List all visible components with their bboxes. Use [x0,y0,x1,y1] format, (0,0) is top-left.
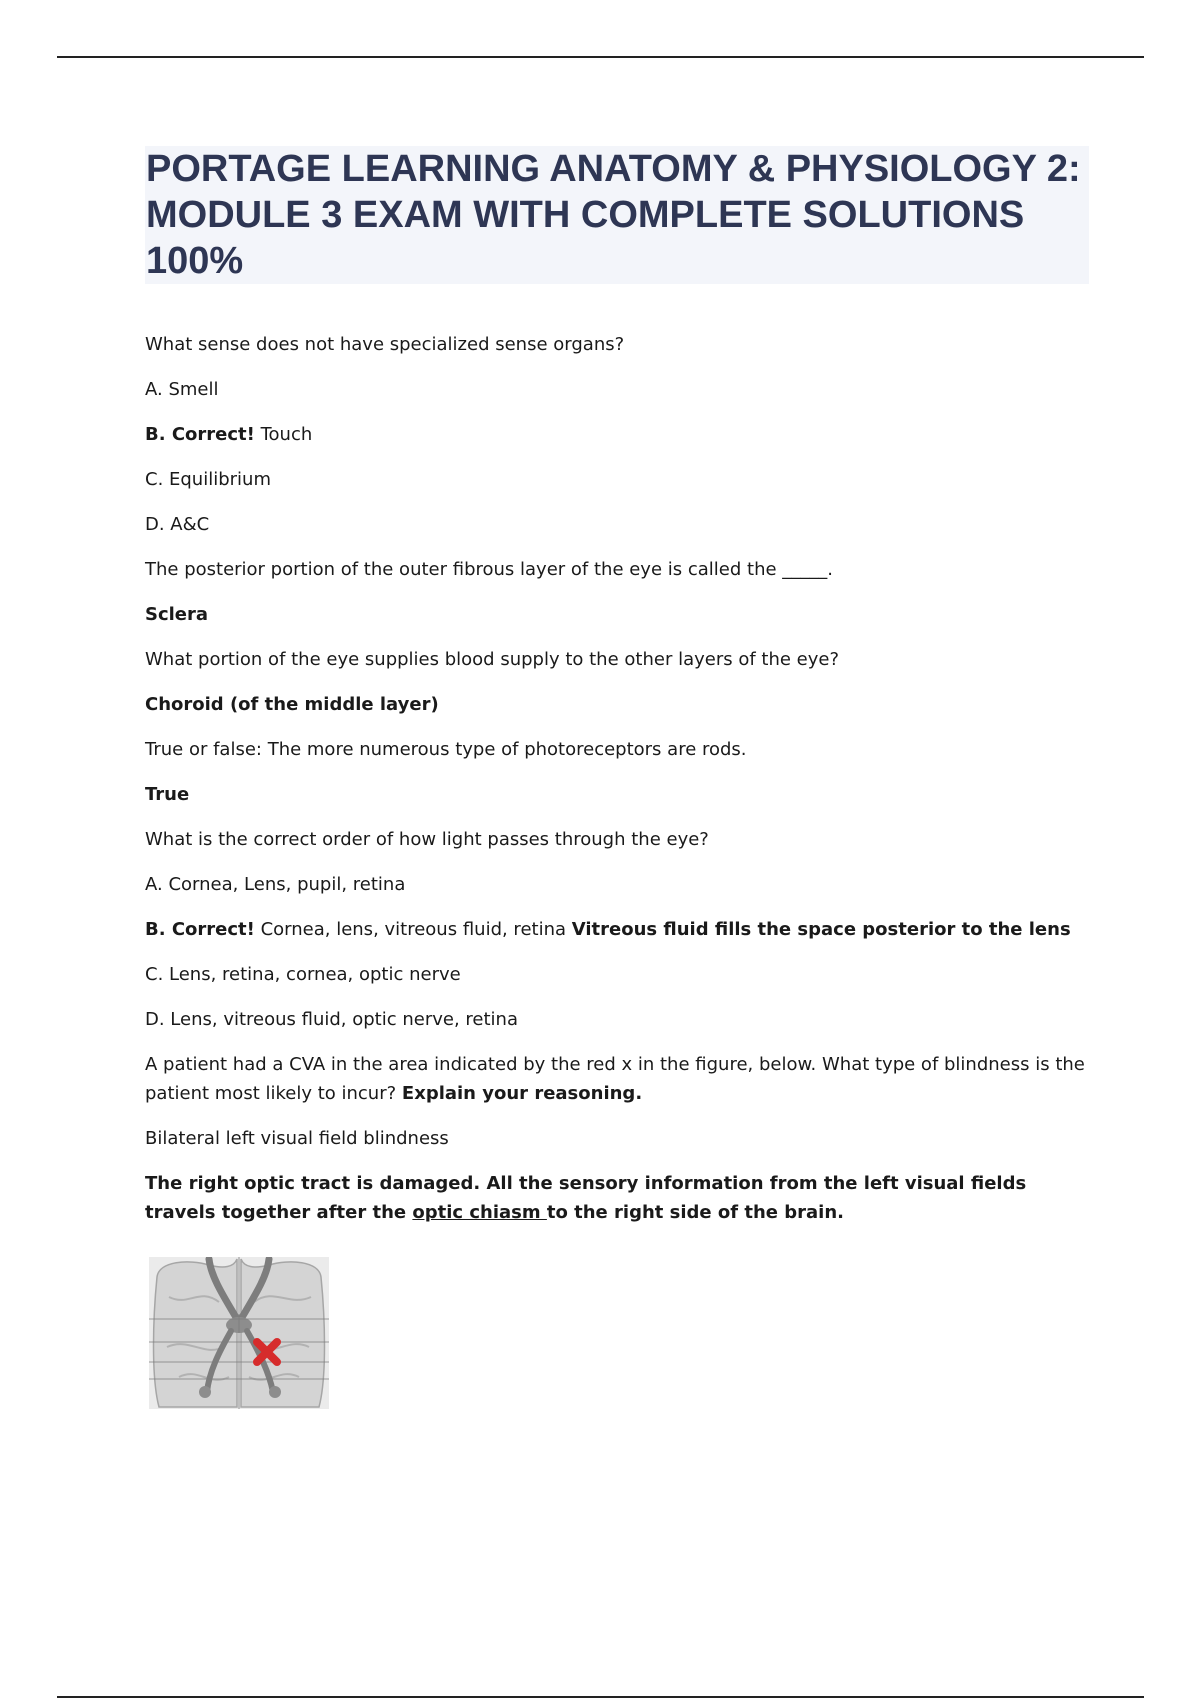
q1-option-a: A. Smell [145,379,219,400]
right-hemisphere-shape [241,1259,325,1407]
q5-option-d: D. Lens, vitreous fluid, optic nerve, retina [145,1009,518,1030]
q3-question: What portion of the eye supplies blood supply to the other layers of the eye? [145,649,840,670]
q5-option-c: C. Lens, retina, cornea, optic nerve [145,964,461,985]
q6-question [145,1050,1085,1108]
q1-correct-label: B. Correct! [145,424,255,445]
q1-option-b [145,420,1085,465]
left-geniculate [199,1386,211,1398]
q1-option-c: C. Equilibrium [145,469,271,490]
q5-correct-label: B. Correct! [145,919,255,940]
q6-question-bold: Explain your reasoning. [401,1083,643,1104]
q5-option-b-text: Cornea, lens, vitreous fluid, retina [254,919,572,940]
top-rule [57,56,1144,58]
q4-question: True or false: The more numerous type of photoreceptors are rods. [145,739,747,760]
q2-question: The posterior portion of the outer fibrous layer of the eye is called the _____. [145,559,833,580]
exam-content [145,330,1085,1414]
q6-answer: Bilateral left visual field blindness [145,1128,449,1149]
q6-explanation [145,1169,1085,1227]
optic-chiasm-link: optic chiasm [412,1202,547,1223]
q4-answer: True [145,784,190,805]
q2-answer: Sclera [145,604,209,625]
q6-question-text: A patient had a CVA in the area indicated by the red x in the figure, below. What type of blindness is the patient most likely to incur? [145,1054,1085,1104]
bottom-rule [57,1696,1144,1698]
q5-option-b [145,915,1085,960]
q1-option-b-text: Touch [254,424,313,445]
page-title: PORTAGE LEARNING ANATOMY & PHYSIOLOGY 2: MODULE 3 EXAM WITH COMPLETE SOLUTIONS 100% [146,148,1081,282]
q1-option-d: D. A&C [145,514,210,535]
q6-explanation-part-1: The right optic tract is damaged. All the sensory information from the left visual fields travels together after the [145,1173,1027,1223]
q5-option-a: A. Cornea, Lens, pupil, retina [145,874,406,895]
right-geniculate [269,1386,281,1398]
q1-question: What sense does not have specialized sense organs? [145,334,625,355]
q3-answer: Choroid (of the middle layer) [145,694,439,715]
q5-option-b-note: Vitreous fluid fills the space posterior to the lens [571,919,1071,940]
q6-explanation-part-2: to the right side of the brain. [546,1202,844,1223]
left-hemisphere-shape [154,1259,238,1407]
brain-optic-pathway-figure [149,1257,329,1409]
q5-question: What is the correct order of how light passes through the eye? [145,829,709,850]
